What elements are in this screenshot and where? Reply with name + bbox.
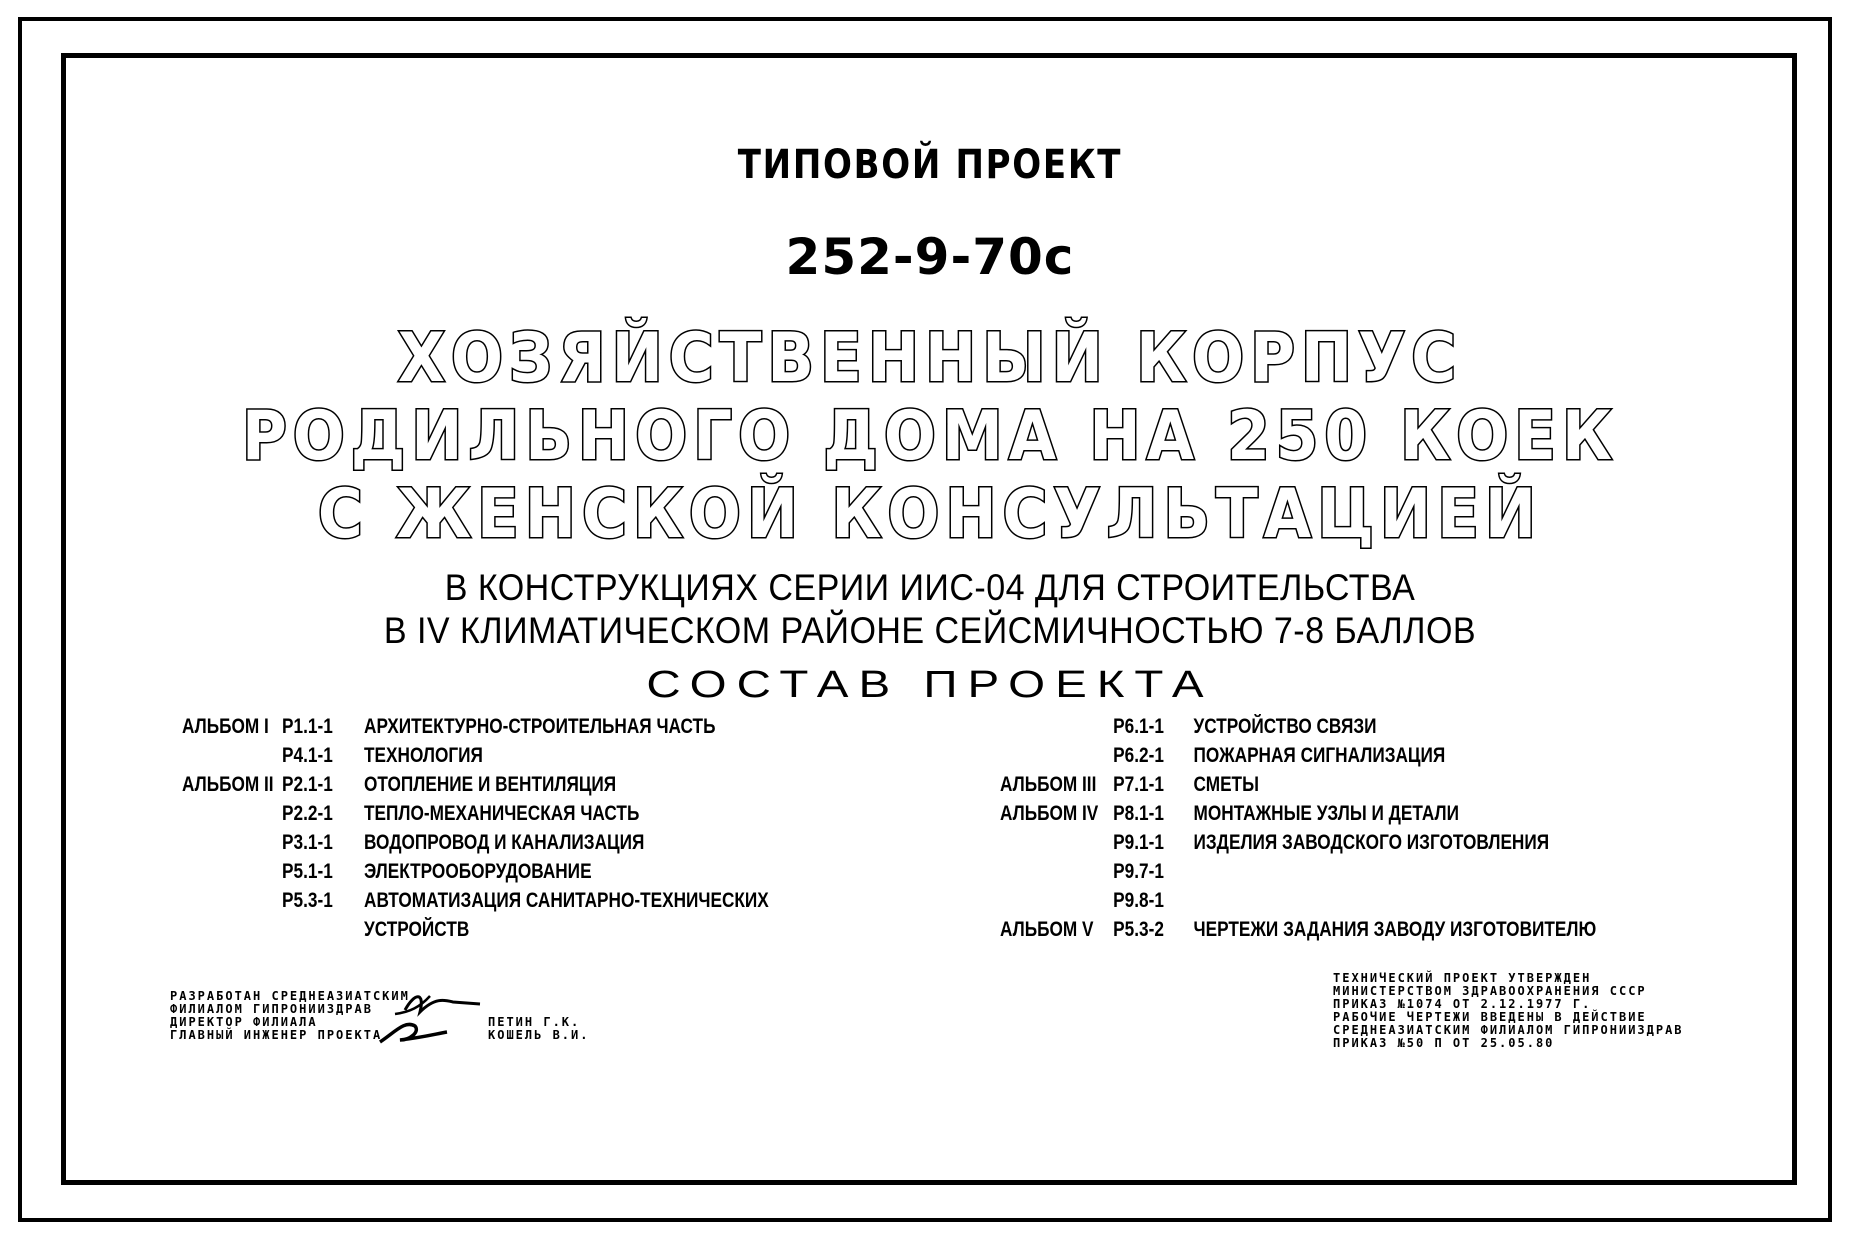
approval-line-6: ПРИКАЗ №50 П ОТ 25.05.80 (1333, 1036, 1555, 1050)
contents-title: СОСТАВ ПРОЕКТА (646, 664, 1214, 706)
approval-line-4: РАБОЧИЕ ЧЕРТЕЖИ ВВЕДЕНЫ В ДЕЙСТВИЕ (1333, 1010, 1647, 1024)
developer-line-1: РАЗРАБОТАН СРЕДНЕАЗИАТСКИМ (170, 989, 410, 1003)
list-item: Р5.3-1 АВТОМАТИЗАЦИЯ САНИТАРНО-ТЕХНИЧЕСКИХ (282, 889, 769, 912)
approval-line-3: ПРИКАЗ №1074 ОТ 2.12.1977 Г. (1333, 997, 1592, 1011)
list-item: Р2.2-1 ТЕПЛО-МЕХАНИЧЕСКАЯ ЧАСТЬ (282, 802, 640, 825)
list-item: АЛЬБОМ I Р1.1-1 АРХИТЕКТУРНО-СТРОИТЕЛЬНАЯ ЧАСТЬ (182, 715, 716, 738)
list-item: УСТРОЙСТВ (364, 918, 470, 941)
list-item: Р9.7-1 (1113, 860, 1164, 883)
list-item: Р3.1-1 ВОДОПРОВОД И КАНАЛИЗАЦИЯ (282, 831, 645, 854)
list-item: АЛЬБОМ III Р7.1-1 СМЕТЫ (1000, 773, 1259, 796)
developer-line-2: ФИЛИАЛОМ ГИПРОНИИЗДРАВ (170, 1002, 373, 1016)
developer-line-3: ДИРЕКТОР ФИЛИАЛА (170, 1015, 318, 1029)
subtitle-line-2: В IV КЛИМАТИЧЕСКОМ РАЙОНЕ СЕЙСМИЧНОСТЬЮ 7-8 БАЛЛОВ (383, 610, 1477, 651)
handwritten-signatures (375, 982, 485, 1052)
list-item: АЛЬБОМ IV Р8.1-1 МОНТАЖНЫЕ УЗЛЫ И ДЕТАЛИ (1000, 802, 1459, 825)
list-item: АЛЬБОМ V Р5.3-2 ЧЕРТЕЖИ ЗАДАНИЯ ЗАВОДУ ИЗГОТОВИТЕЛЮ (1000, 918, 1597, 941)
list-item: Р4.1-1 ТЕХНОЛОГИЯ (282, 744, 483, 767)
developer-line-4: ГЛАВНЫЙ ИНЖЕНЕР ПРОЕКТА (170, 1028, 383, 1042)
list-item: Р9.1-1 ИЗДЕЛИЯ ЗАВОДСКОГО ИЗГОТОВЛЕНИЯ (1113, 831, 1550, 854)
subtitle-line-1: В КОНСТРУКЦИЯХ СЕРИИ ИИС-04 ДЛЯ СТРОИТЕЛЬСТВА (444, 567, 1416, 608)
chief-engineer-name: КОШЕЛЬ В.И. (488, 1028, 590, 1042)
title-line-2: РОДИЛЬНОГО ДОМА НА 250 КОЕК (241, 397, 1618, 476)
list-item: АЛЬБОМ II Р2.1-1 ОТОПЛЕНИЕ И ВЕНТИЛЯЦИЯ (182, 773, 617, 796)
title-line-1: ХОЗЯЙСТВЕННЫЙ КОРПУС (397, 319, 1463, 398)
project-number: 252-9-70с (785, 228, 1075, 286)
approval-line-2: МИНИСТЕРСТВОМ ЗДРАВООХРАНЕНИЯ СССР (1333, 984, 1647, 998)
project-type-label: ТИПОВОЙ ПРОЕКТ (737, 142, 1123, 188)
list-item: Р6.1-1 УСТРОЙСТВО СВЯЗИ (1113, 715, 1377, 738)
list-item: Р9.8-1 (1113, 889, 1164, 912)
list-item: Р6.2-1 ПОЖАРНАЯ СИГНАЛИЗАЦИЯ (1113, 744, 1446, 767)
director-name: ПЕТИН Г.К. (488, 1015, 581, 1029)
approval-line-5: СРЕДНЕАЗИАТСКИМ ФИЛИАЛОМ ГИПРОНИИЗДРАВ (1333, 1023, 1684, 1037)
approval-line-1: ТЕХНИЧЕСКИЙ ПРОЕКТ УТВЕРЖДЕН (1333, 971, 1592, 985)
title-line-3: С ЖЕНСКОЙ КОНСУЛЬТАЦИЕЙ (317, 475, 1543, 554)
list-item: Р5.1-1 ЭЛЕКТРООБОРУДОВАНИЕ (282, 860, 592, 883)
